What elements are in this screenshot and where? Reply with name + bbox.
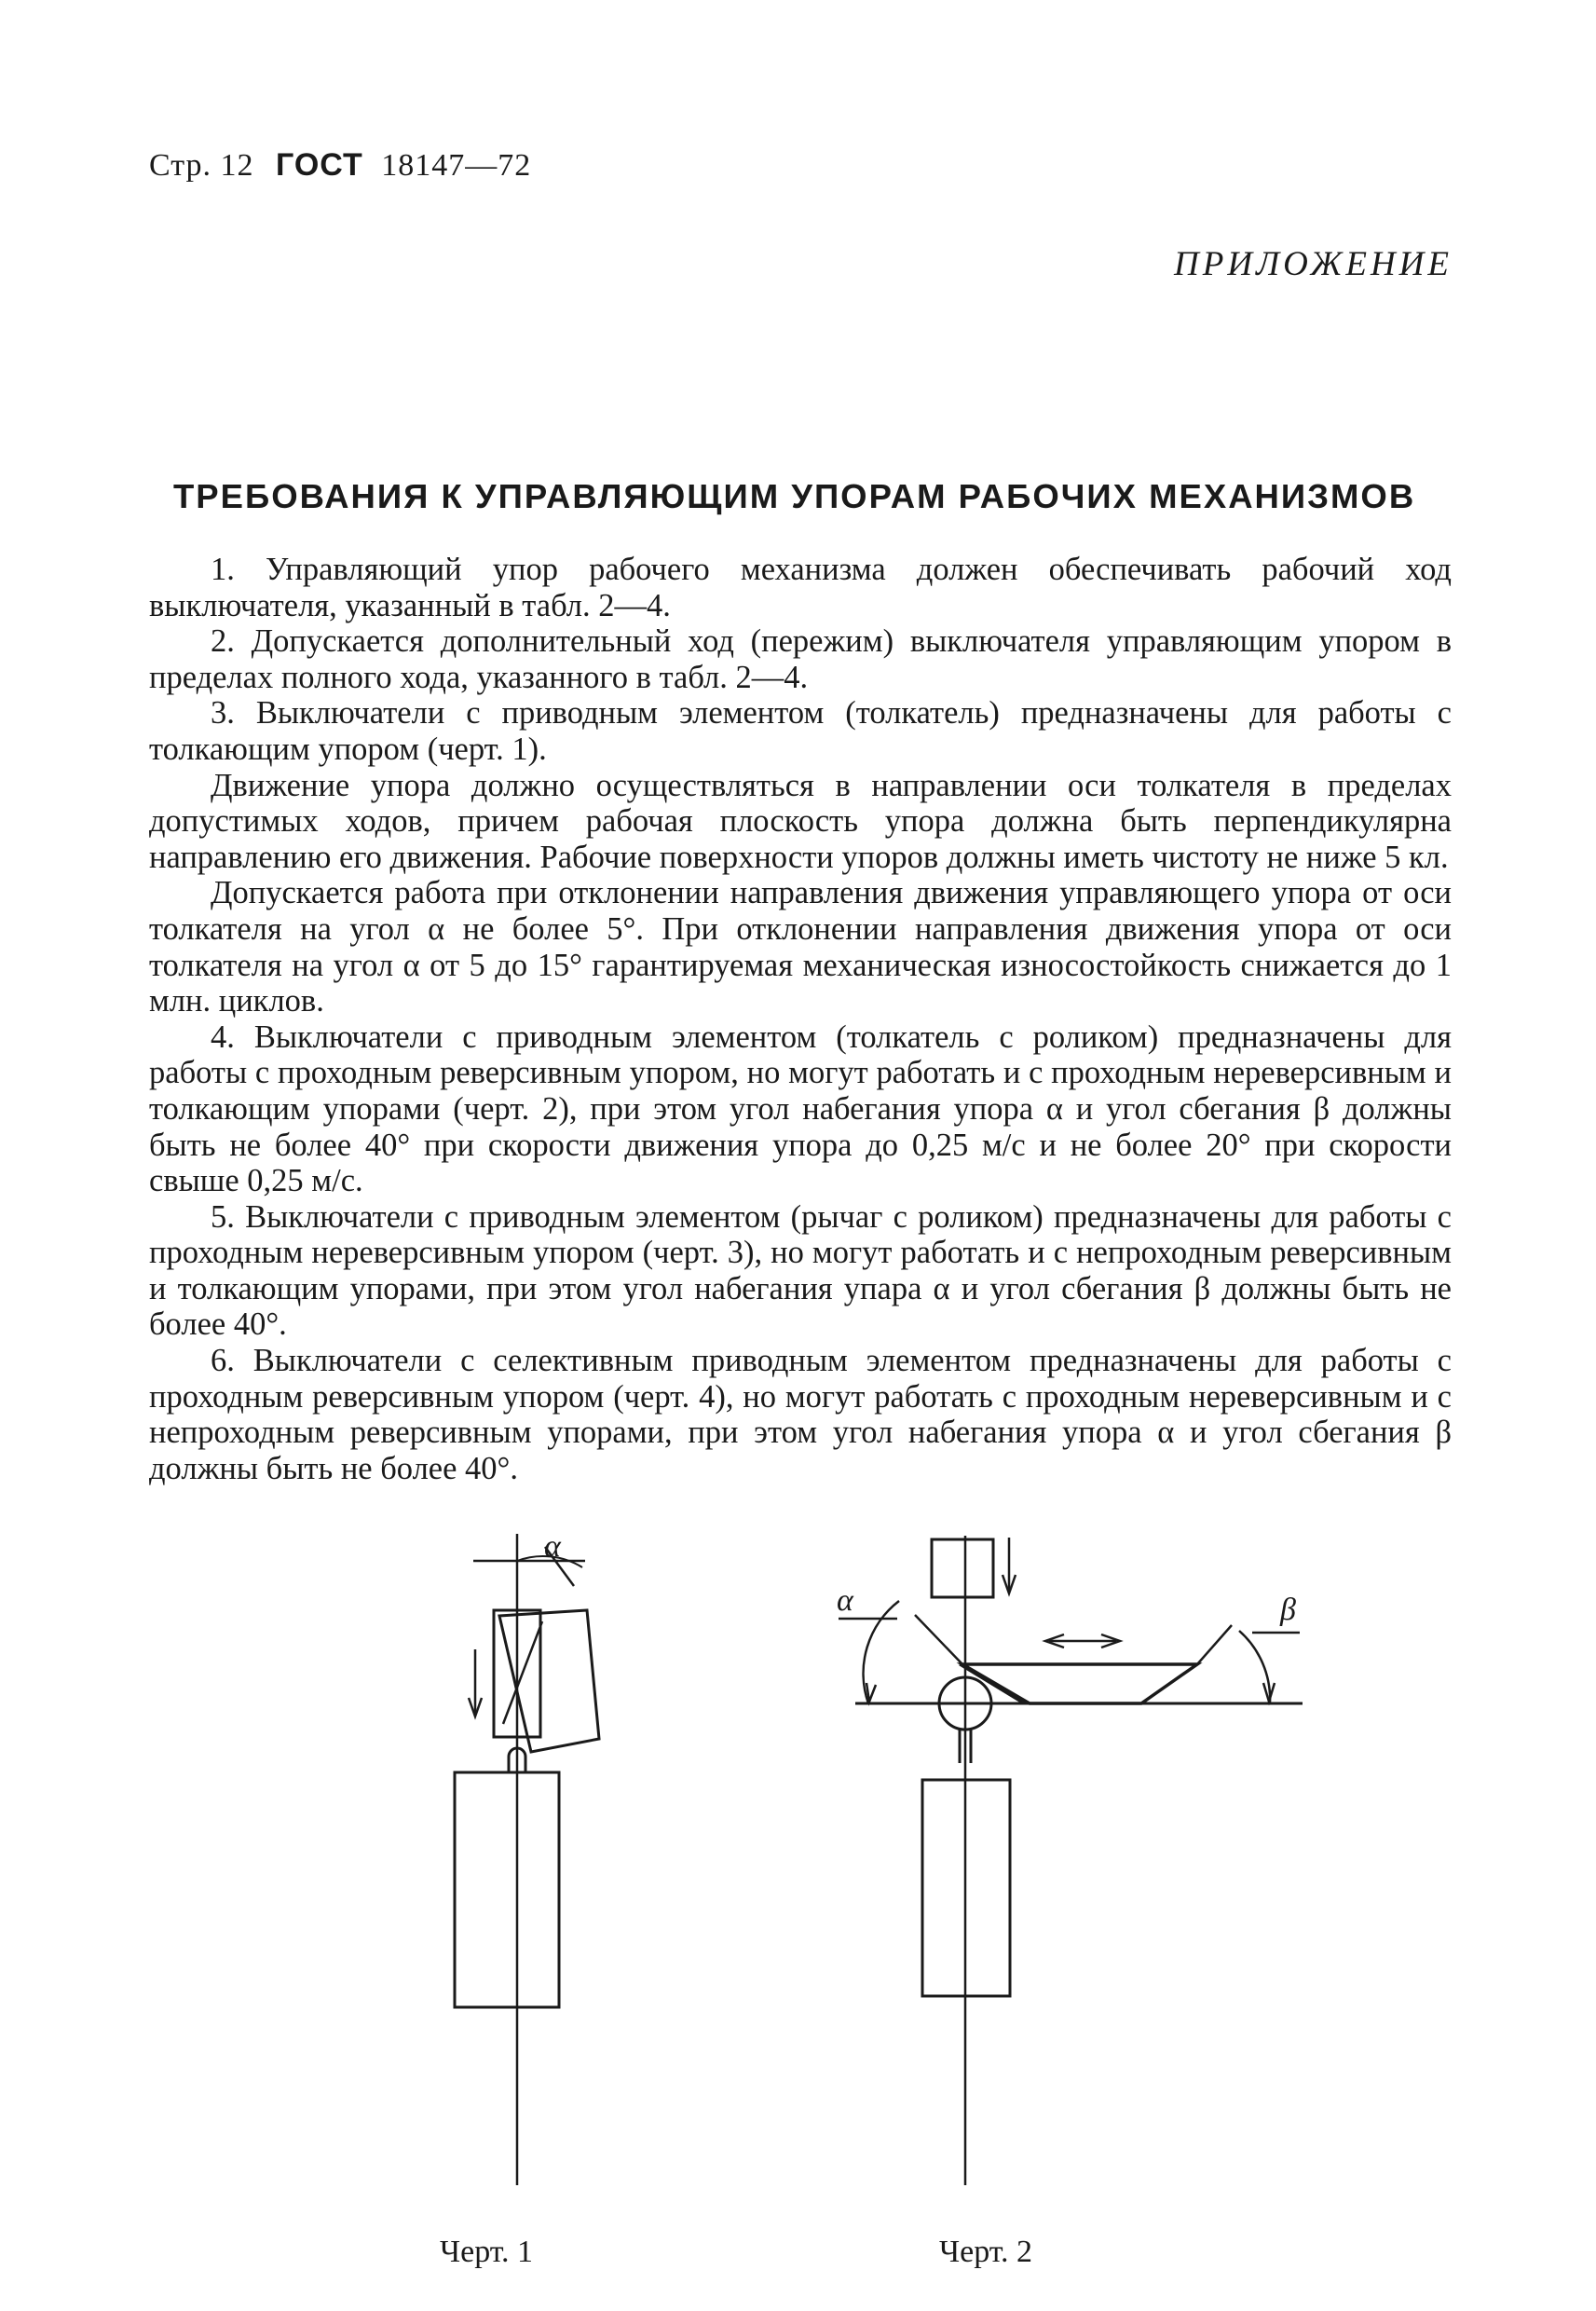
figure-1-switch-body — [455, 1772, 559, 2007]
paragraph-3-motion: Движение упора должно осуществляться в направлении оси толкателя в пределах допустимых ходов, причем рабочая плоскость упора должна быть перпендикулярна направлению его движения. Рабочие поверхности упоров должны иметь чистоту не ниже 5 кл. — [149, 767, 1452, 875]
paragraph-5: 5. Выключатели с приводным элементом (рычаг с роликом) предназначены для работы с проходным нереверсивным упором (черт. 3), но могут работать и с непроходным реверсивным и толкающим упорами, при этом угол набегания упара α и угол сбегания β должны быть не более 40°. — [149, 1198, 1452, 1343]
section-title: ТРЕБОВАНИЯ К УПРАВЛЯЮЩИМ УПОРАМ РАБОЧИХ МЕХАНИЗМОВ — [173, 477, 1416, 515]
paragraph-3: 3. Выключатели с приводным элементом (толкатель) предназначены для работы с толкающим упором (черт. 1). — [149, 695, 1452, 767]
standard-number: 18147—72 — [381, 148, 532, 183]
figure-1-drawing — [455, 1534, 599, 2185]
standard-label: ГОСТ — [276, 147, 363, 183]
figure-1-caption: Черт. 1 — [440, 2235, 534, 2269]
figure-2-alpha-label: α — [837, 1583, 853, 1618]
figure-2-beta-label: β — [1280, 1593, 1296, 1627]
figure-2-drawing — [839, 1536, 1303, 2185]
paragraph-3-deviation: Допускается работа при отклонении направления движения управляющего упора от оси толкателя на угол α не более 5°. При отклонении направления движения упора от оси толкателя на угол α от 5 до 15° гарантируемая механическая износостойкость снижается до 1 млн. циклов. — [149, 875, 1452, 1019]
figure-2-alpha-arc — [864, 1601, 899, 1703]
paragraph-6: 6. Выключатели с селективным приводным элементом предназначены для работы с проходным реверсивным упором (черт. 4), но могут работать с проходным нереверсивным и с непроходным реверсивным упорами, при этом угол набегания упора α и угол сбегания β должны быть не более 40°. — [149, 1343, 1452, 1486]
paragraph-4: 4. Выключатели с приводным элементом (толкатель с роликом) предназначены для работы с проходным реверсивным упором, но могут работать и с проходным нереверсивным и толкающим упорами (черт. 2), при этом угол набегания упора α и угол сбегания β должны быть не более 40° при скорости движения упора до 0,25 м/с и не более 20° при скорости свыше 0,25 м/с. — [149, 1019, 1452, 1199]
figure-2-alpha-arc-head — [866, 1683, 876, 1702]
figure-2-beta-extension — [1197, 1625, 1232, 1664]
figure-1-tilted-stop — [499, 1610, 599, 1752]
figure-2-caption: Черт. 2 — [939, 2235, 1033, 2269]
figure-2-alpha-extension — [915, 1615, 962, 1664]
figure-2-reversible-stop — [962, 1664, 1197, 1703]
paragraph-2: 2. Допускается дополнительный ход (пережим) выключателя управляющим упором в пределах полного хода, указанного в табл. 2—4. — [149, 623, 1452, 695]
paragraph-1: 1. Управляющий упор рабочего механизма должен обеспечивать рабочий ход выключателя, указанный в табл. 2—4. — [149, 552, 1452, 623]
figure-1-hatch — [503, 1621, 542, 1724]
page-prefix: Стр. — [149, 148, 212, 183]
figure-1-alpha-label: α — [544, 1529, 561, 1564]
page-number: 12 — [220, 148, 254, 183]
appendix-label: ПРИЛОЖЕНИЕ — [1174, 245, 1453, 283]
figure-2-top-stop — [932, 1539, 993, 1597]
